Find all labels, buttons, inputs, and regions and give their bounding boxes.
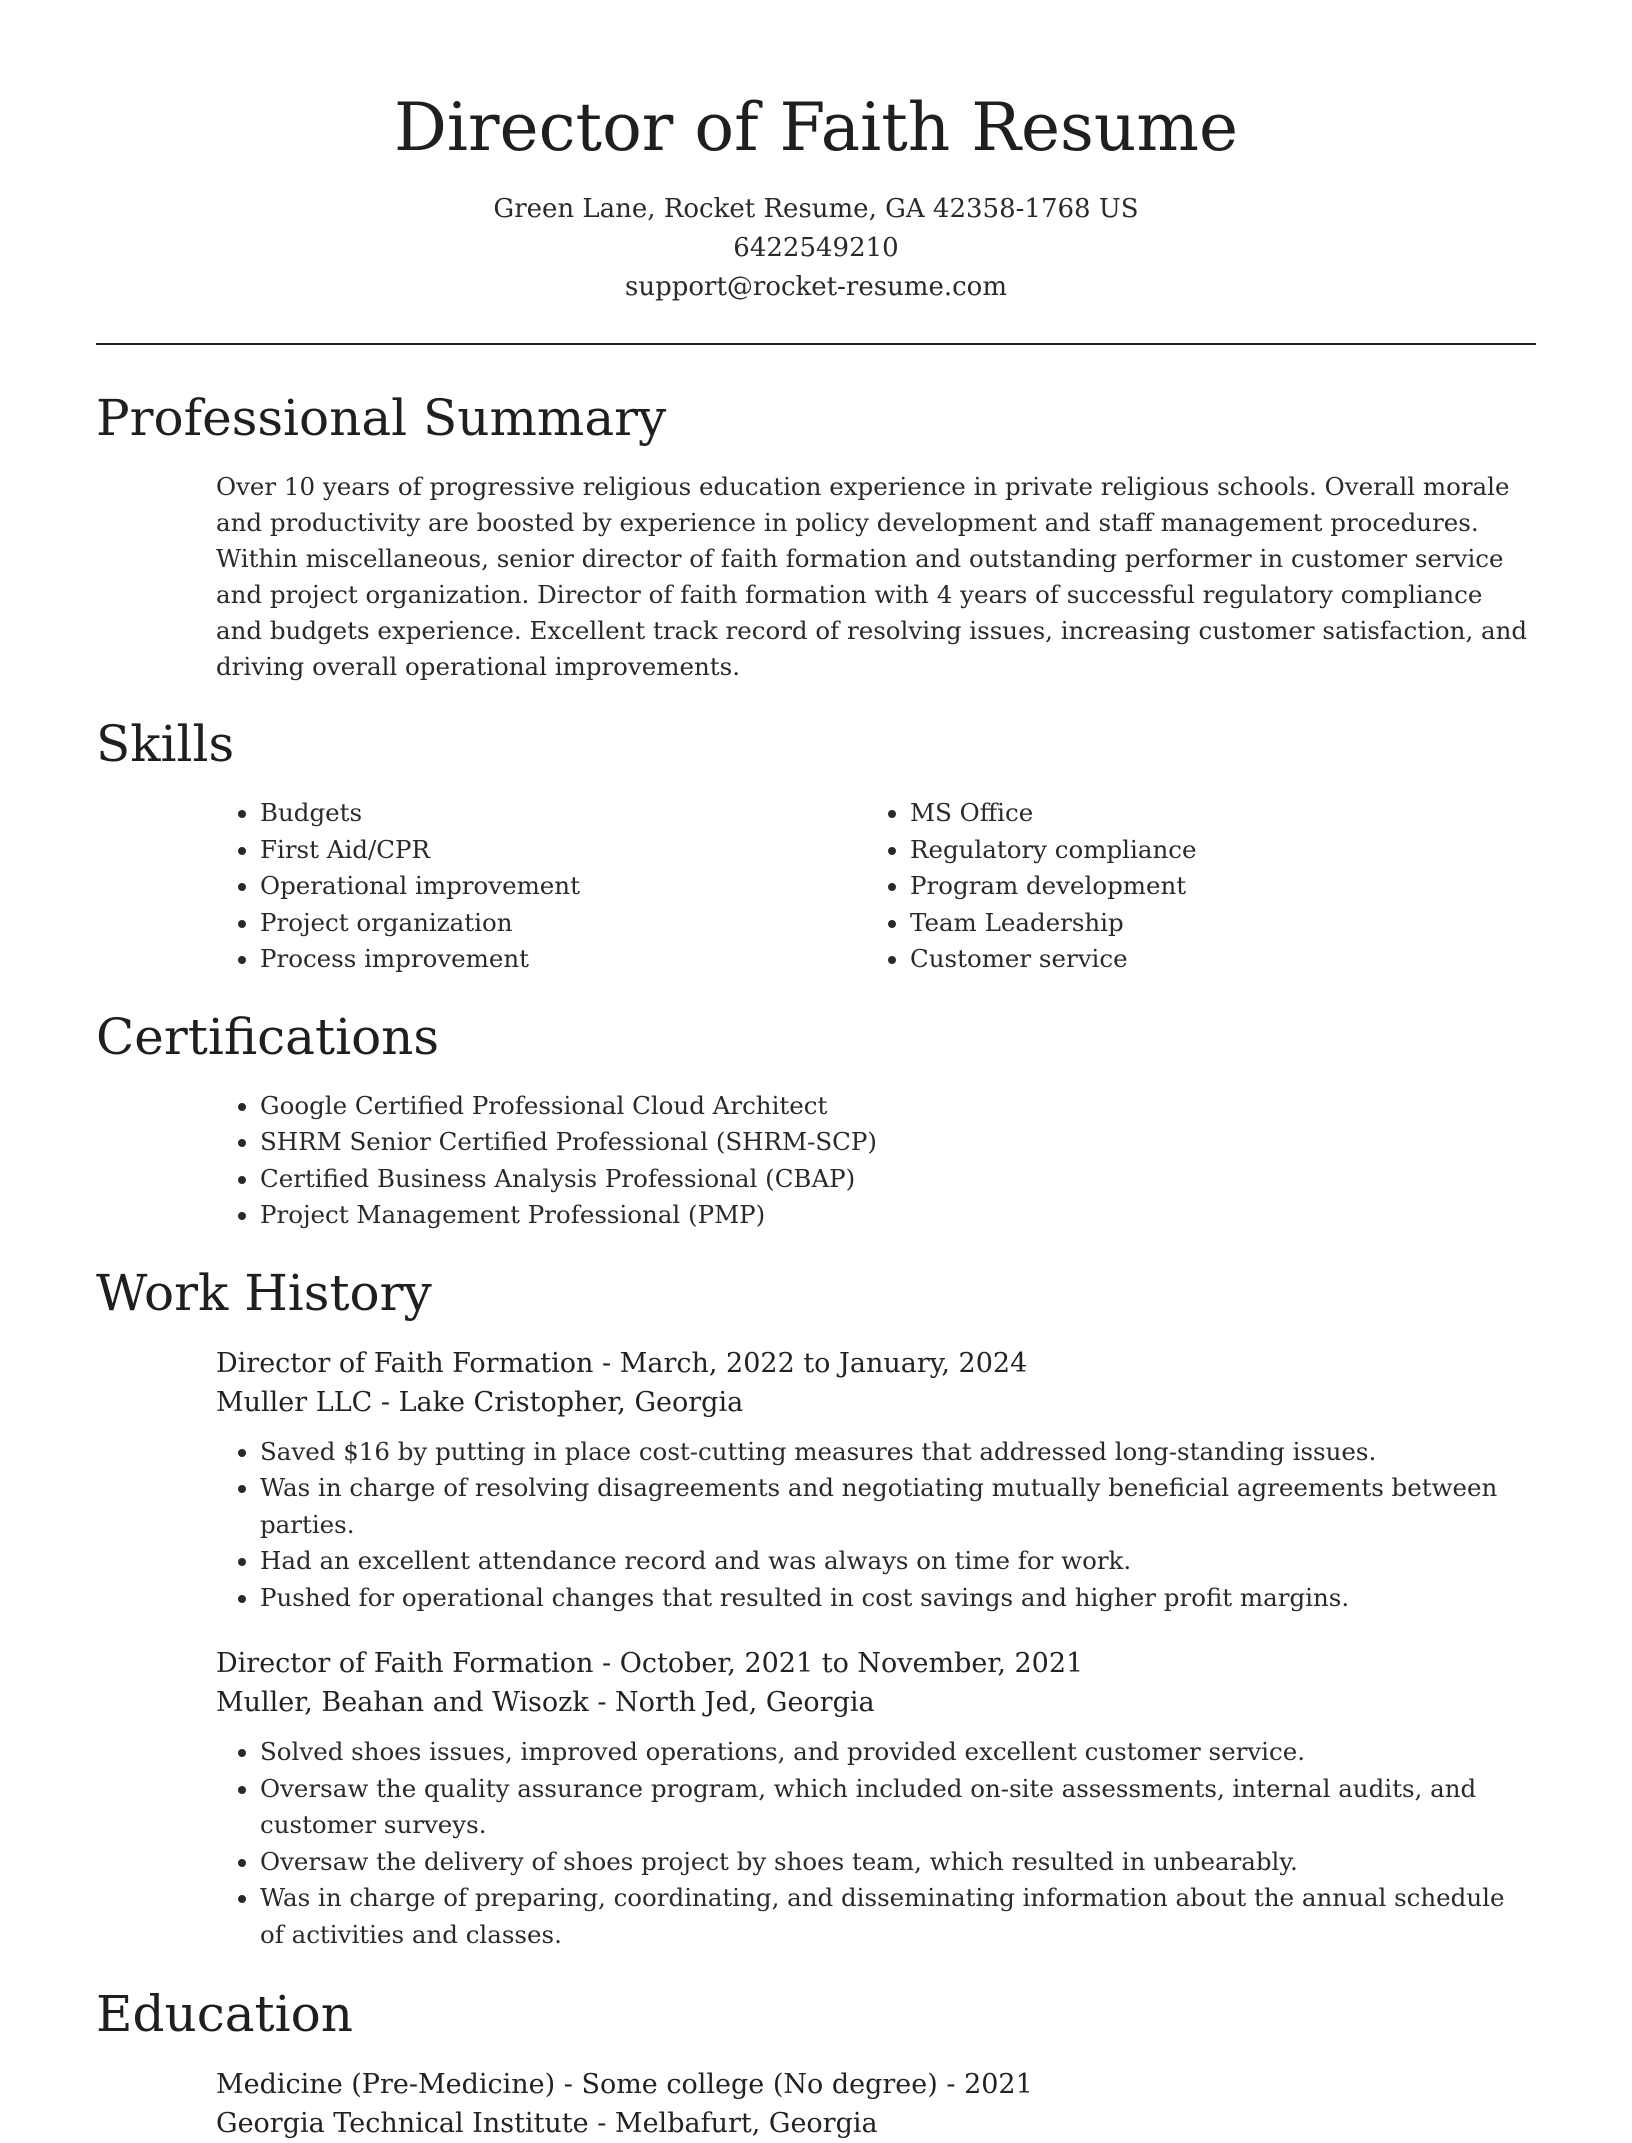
- section-work-history: [96, 1260, 1536, 1954]
- education-school: Georgia Technical Institute: [216, 2108, 589, 2139]
- skill-item: • Regulatory compliance: [910, 832, 1516, 869]
- section-heading-work-history: Work History: [96, 1263, 432, 1322]
- contact-phone: 6422549210: [733, 233, 899, 263]
- section-education: [96, 1981, 1536, 2143]
- job-entry: [216, 1344, 1536, 1617]
- skill-item: • Operational improvement: [260, 868, 866, 905]
- job-bullet: • Had an excellent attendance record and was always on time for work.: [260, 1543, 1536, 1580]
- education-body: [216, 2065, 1536, 2143]
- education-location: - Melbafurt, Georgia: [588, 2108, 878, 2139]
- skill-item: • MS Office: [910, 795, 1516, 832]
- certifications-list: [216, 1088, 1536, 1234]
- certification-item: • Project Management Professional (PMP): [260, 1197, 1536, 1234]
- work-history-body: [216, 1344, 1536, 1954]
- education-school-line: [216, 2104, 1536, 2143]
- job-company-line: [216, 1683, 1536, 1722]
- job-title: Director of Faith Formation: [216, 1347, 594, 1379]
- section-skills: [96, 711, 1536, 978]
- contact-block: [96, 190, 1536, 307]
- job-bullets: [216, 1434, 1536, 1617]
- certification-item: • Certified Business Analysis Professional (CBAP): [260, 1161, 1536, 1198]
- education-year: - 2021: [937, 2069, 1033, 2100]
- header-divider: [96, 343, 1536, 345]
- education-degree: Medicine (Pre-Medicine) - Some college (No degree): [216, 2069, 938, 2100]
- skill-item: • Budgets: [260, 795, 866, 832]
- skill-item: • Project organization: [260, 905, 866, 942]
- summary-text: Over 10 years of progressive religious education experience in private religious schools. Overall morale and productivity are boosted by experience in policy development and staff management procedures. Within miscellaneous, senior director of faith formation and outstanding performer in customer service and project organization. Director of faith formation with 4 years of successful regulatory compliance and budgets experience. Excellent track record of resolving issues, increasing customer satisfaction, and driving overall operational improvements.: [216, 472, 1528, 681]
- certification-item: • Google Certified Professional Cloud Architect: [260, 1088, 1536, 1125]
- contact-email: support@rocket-resume.com: [624, 272, 1007, 302]
- certifications-body: [216, 1088, 1536, 1234]
- job-dates: - March, 2022 to January, 2024: [593, 1347, 1028, 1379]
- job-bullet: • Oversaw the delivery of shoes project by shoes team, which resulted in unbearably.: [260, 1844, 1536, 1881]
- skills-list-left: [216, 795, 866, 978]
- job-bullet: • Was in charge of preparing, coordinating, and disseminating information about the annual schedule of activities and classes.: [260, 1880, 1536, 1953]
- resume-page: [96, 0, 1536, 2143]
- job-bullet: • Pushed for operational changes that resulted in cost savings and higher profit margins.: [260, 1580, 1536, 1617]
- job-dates: - October, 2021 to November, 2021: [593, 1648, 1084, 1679]
- job-title: Director of Faith Formation: [216, 1648, 594, 1679]
- job-company: Muller, Beahan and Wisozk: [216, 1687, 589, 1718]
- skills-column-left: [216, 795, 866, 978]
- job-location: - Lake Cristopher, Georgia: [372, 1386, 744, 1418]
- education-degree-line: [216, 2065, 1536, 2104]
- page-title: Director of Faith Resume: [393, 89, 1239, 166]
- resume-header: [96, 0, 1536, 307]
- summary-body: [216, 469, 1536, 685]
- job-bullet: • Solved shoes issues, improved operations, and provided excellent customer service.: [260, 1734, 1536, 1771]
- skill-item: • Program development: [910, 868, 1516, 905]
- job-location: - North Jed, Georgia: [588, 1687, 875, 1718]
- job-company-line: [216, 1383, 1536, 1422]
- section-professional-summary: [96, 385, 1536, 685]
- contact-address: Green Lane, Rocket Resume, GA 42358-1768 US: [493, 194, 1139, 224]
- section-heading-education: Education: [96, 1985, 353, 2043]
- skills-list-right: [866, 795, 1516, 978]
- skill-item: • Customer service: [910, 941, 1516, 978]
- job-title-line: [216, 1644, 1536, 1683]
- job-bullet: • Oversaw the quality assurance program, which included on-site assessments, internal audits, and customer surveys.: [260, 1771, 1536, 1844]
- section-certifications: [96, 1004, 1536, 1234]
- job-bullet: • Saved $16 by putting in place cost-cutting measures that addressed long-standing issues.: [260, 1434, 1536, 1471]
- skill-item: • Team Leadership: [910, 905, 1516, 942]
- skill-item: • First Aid/CPR: [260, 832, 866, 869]
- skills-column-right: [866, 795, 1516, 978]
- job-bullet: • Was in charge of resolving disagreements and negotiating mutually beneficial agreements between parties.: [260, 1470, 1536, 1543]
- certification-item: • SHRM Senior Certified Professional (SHRM-SCP): [260, 1124, 1536, 1161]
- skills-grid: [216, 795, 1536, 978]
- section-heading-certifications: Certifications: [96, 1007, 440, 1066]
- job-title-line: [216, 1344, 1536, 1383]
- section-heading-skills: Skills: [96, 715, 235, 773]
- section-heading-summary: Professional Summary: [96, 389, 667, 447]
- skill-item: • Process improvement: [260, 941, 866, 978]
- job-entry: [216, 1644, 1536, 1953]
- job-company: Muller LLC: [216, 1386, 373, 1418]
- job-bullets: [216, 1734, 1536, 1953]
